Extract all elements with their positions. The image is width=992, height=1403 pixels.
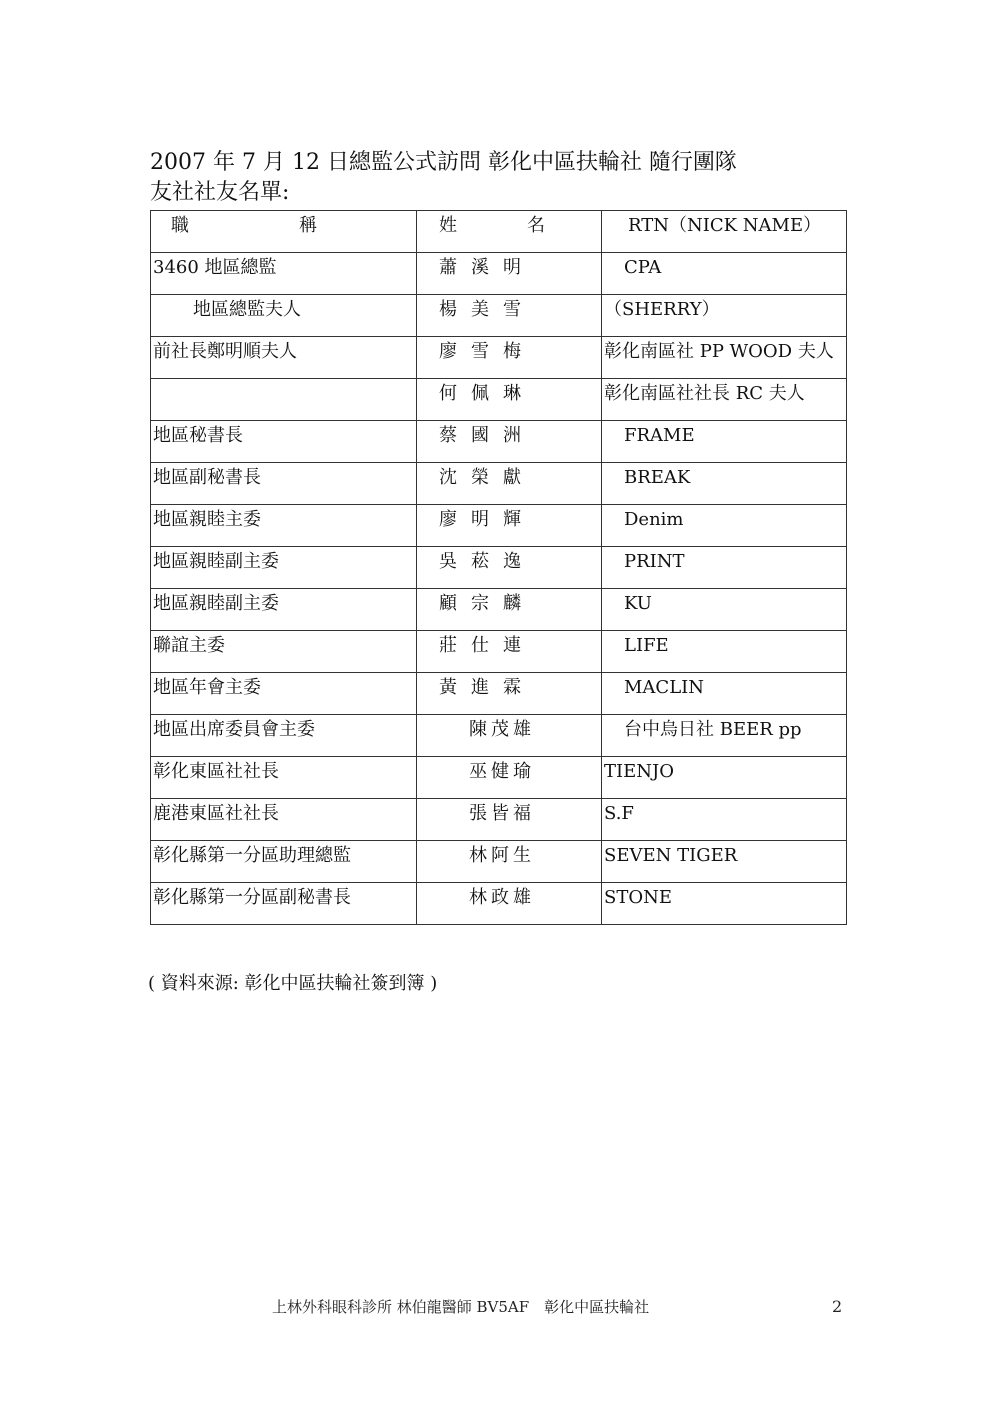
- header-name-char-1: 姓: [439, 215, 457, 236]
- row-name: 吳菘逸: [417, 547, 602, 589]
- row-rtn: STONE: [602, 883, 847, 925]
- row-rtn: TIENJO: [602, 757, 847, 799]
- row-title: 地區年會主委: [151, 673, 417, 715]
- row-rtn: 彰化南區社 PP WOOD 夫人: [602, 337, 847, 379]
- row-title: 前社長鄭明順夫人: [151, 337, 417, 379]
- title-line-1: 2007 年 7 月 12 日總監公式訪問 彰化中區扶輪社 隨行團隊: [150, 150, 737, 175]
- table-row: [151, 505, 847, 547]
- row-name: 陳茂雄: [417, 715, 602, 757]
- row-name: 林阿生: [417, 841, 602, 883]
- header-name-char-2: 名: [527, 215, 545, 236]
- row-rtn: 彰化南區社社長 RC 夫人: [602, 379, 847, 421]
- row-name: 楊美雪: [417, 295, 602, 337]
- title-line-2: 友社社友名單:: [150, 180, 290, 205]
- row-name: 蕭溪明: [417, 253, 602, 295]
- roster-table: [150, 210, 847, 925]
- table-row: [151, 883, 847, 925]
- header-title-char-2: 稱: [299, 215, 317, 236]
- row-rtn: （SHERRY）: [602, 295, 847, 337]
- table-row: [151, 379, 847, 421]
- table-row: [151, 421, 847, 463]
- row-title: 聯誼主委: [151, 631, 417, 673]
- row-title: 鹿港東區社社長: [151, 799, 417, 841]
- table-row: [151, 253, 847, 295]
- table-row: [151, 673, 847, 715]
- page-footer: 上林外科眼科診所 林伯龍醫師 BV5AF 彰化中區扶輪社: [272, 1298, 650, 1316]
- row-rtn: BREAK: [602, 463, 847, 505]
- table-row: [151, 295, 847, 337]
- row-name: 廖雪梅: [417, 337, 602, 379]
- table-row: [151, 589, 847, 631]
- header-name-cell: [417, 211, 602, 253]
- row-title: 地區秘書長: [151, 421, 417, 463]
- row-name: 何佩琳: [417, 379, 602, 421]
- row-title: [151, 379, 417, 421]
- row-name: 林政雄: [417, 883, 602, 925]
- table-row: [151, 799, 847, 841]
- row-name: 顧宗麟: [417, 589, 602, 631]
- row-title: 彰化縣第一分區副秘書長: [151, 883, 417, 925]
- header-rtn-cell: RTN（NICK NAME）: [602, 211, 847, 253]
- row-rtn: FRAME: [602, 421, 847, 463]
- row-title: 地區副秘書長: [151, 463, 417, 505]
- row-name: 黃進霖: [417, 673, 602, 715]
- row-rtn: 台中烏日社 BEER pp: [602, 715, 847, 757]
- row-name: 張皆福: [417, 799, 602, 841]
- table-row: [151, 547, 847, 589]
- row-name: 巫健瑜: [417, 757, 602, 799]
- source-note: ( 資料來源: 彰化中區扶輪社簽到簿 ): [148, 973, 438, 994]
- row-rtn: Denim: [602, 505, 847, 547]
- table-row: [151, 337, 847, 379]
- table-row: [151, 631, 847, 673]
- row-name: 沈榮獻: [417, 463, 602, 505]
- document-title: [150, 148, 850, 208]
- header-title-char-1: 職: [171, 215, 189, 236]
- table-row: [151, 715, 847, 757]
- row-rtn: S.F: [602, 799, 847, 841]
- table-row: [151, 463, 847, 505]
- row-rtn: SEVEN TIGER: [602, 841, 847, 883]
- row-name: 莊仕連: [417, 631, 602, 673]
- row-name: 廖明輝: [417, 505, 602, 547]
- row-title: 地區出席委員會主委: [151, 715, 417, 757]
- row-rtn: CPA: [602, 253, 847, 295]
- table-row: [151, 841, 847, 883]
- row-title: 地區總監夫人: [151, 295, 417, 337]
- row-title: 彰化東區社社長: [151, 757, 417, 799]
- row-rtn: MACLIN: [602, 673, 847, 715]
- table-row: [151, 757, 847, 799]
- row-title: 地區親睦主委: [151, 505, 417, 547]
- table-header-row: [151, 211, 847, 253]
- row-title: 地區親睦副主委: [151, 547, 417, 589]
- page-number: 2: [832, 1297, 843, 1316]
- row-rtn: KU: [602, 589, 847, 631]
- row-name: 蔡國洲: [417, 421, 602, 463]
- row-rtn: PRINT: [602, 547, 847, 589]
- row-title: 3460 地區總監: [151, 253, 417, 295]
- header-title-cell: [151, 211, 417, 253]
- row-rtn: LIFE: [602, 631, 847, 673]
- row-title: 地區親睦副主委: [151, 589, 417, 631]
- row-title: 彰化縣第一分區助理總監: [151, 841, 417, 883]
